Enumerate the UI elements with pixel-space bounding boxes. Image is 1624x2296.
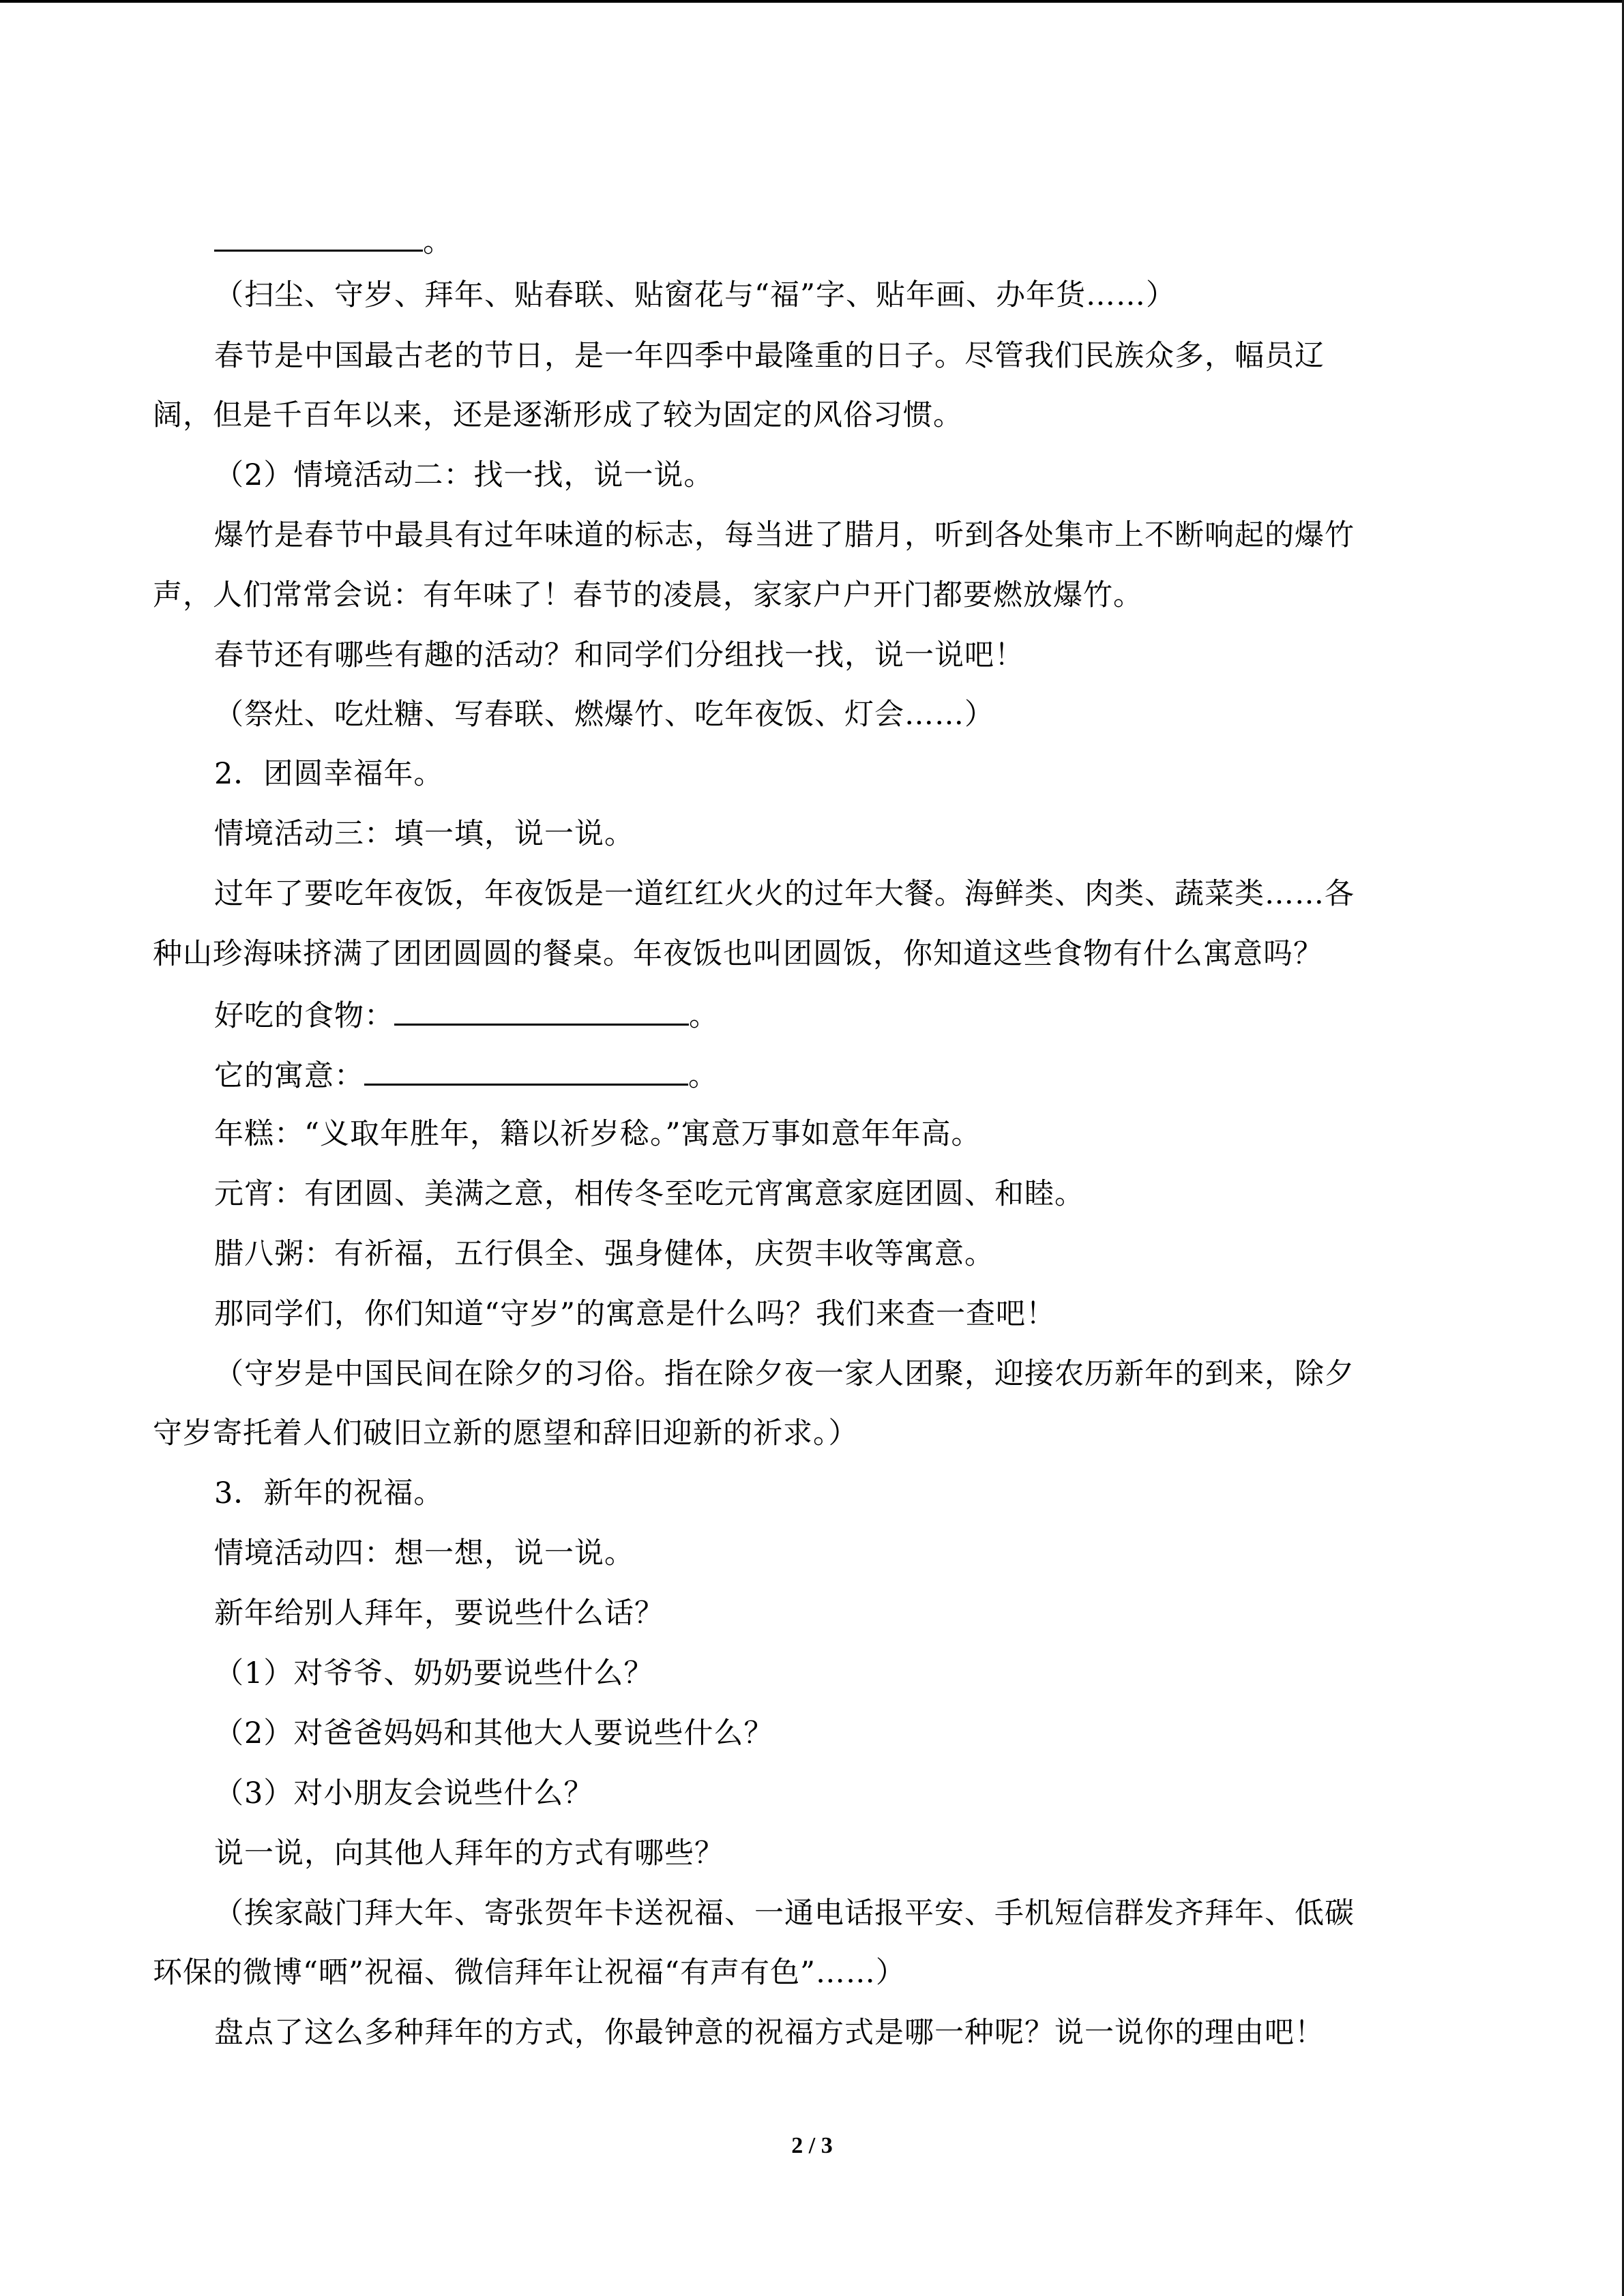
paragraph-line: 盘点了这么多种拜年的方式，你最钟意的祝福方式是哪一种呢？说一说你的理由吧！ — [214, 2016, 1325, 2050]
paragraph-line: 说一说，向其他人拜年的方式有哪些？ — [214, 1836, 724, 1870]
paragraph-line: 过年了要吃年夜饭，年夜饭是一道红红火火的过年大餐。海鲜类、肉类、蔬菜类……各 — [214, 877, 1355, 911]
page-top-border — [0, 0, 1624, 3]
section-heading: 2．团圆幸福年。 — [214, 757, 444, 791]
meaning-fill-line: 它的寓意： 。 — [214, 1054, 718, 1094]
paragraph-line: 声，人们常常会说：有年味了！春节的凌晨，家家户户开门都要燃放爆竹。 — [153, 578, 1143, 612]
food-label: 好吃的食物： — [214, 999, 394, 1033]
section-heading: 情境活动三：填一填，说一说。 — [214, 817, 634, 851]
paragraph-line: 环保的微博“晒”祝福、微信拜年让祝福“有声有色”……） — [153, 1956, 906, 1990]
paragraph-line: 春节还有哪些有趣的活动？和同学们分组找一找，说一说吧！ — [214, 638, 1024, 672]
page-number: 2 / 3 — [791, 2133, 833, 2158]
paragraph-line: 种山珍海味挤满了团团圆圆的餐桌。年夜饭也叫团圆饭，你知道这些食物有什么寓意吗？ — [153, 937, 1323, 971]
question-line: （2）对爸爸妈妈和其他大人要说些什么？ — [214, 1716, 774, 1750]
food-answer-blank[interactable] — [394, 994, 689, 1026]
paragraph-line: 腊八粥：有祈福，五行俱全、强身健体，庆贺丰收等寓意。 — [214, 1237, 994, 1271]
paragraph-line: 元宵：有团圆、美满之意，相传冬至吃元宵寓意家庭团圆、和睦。 — [214, 1177, 1084, 1211]
paragraph-line: 春节是中国最古老的节日，是一年四季中最隆重的日子。尽管我们民族众多，幅员辽 — [214, 339, 1325, 373]
top-fill-line: 。 — [214, 220, 453, 260]
paragraph-line: 守岁寄托着人们破旧立新的愿望和辞旧迎新的祈求。） — [153, 1416, 859, 1450]
paragraph-line: 年糕：“义取年胜年，籍以祈岁稔。”寓意万事如意年年高。 — [214, 1117, 981, 1151]
meaning-answer-blank[interactable] — [364, 1054, 688, 1086]
section-heading: 3．新年的祝福。 — [214, 1476, 444, 1510]
paragraph-line: （扫尘、守岁、拜年、贴春联、贴窗花与“福”字、贴年画、办年货……） — [214, 278, 1176, 312]
paragraph-line: 爆竹是春节中最具有过年味道的标志，每当进了腊月，听到各处集市上不断响起的爆竹 — [214, 518, 1355, 552]
paragraph-line: （挨家敲门拜大年、寄张贺年卡送祝福、一通电话报平安、手机短信群发齐拜年、低碳 — [214, 1896, 1355, 1930]
section-heading: （2）情境活动二：找一找，说一说。 — [214, 458, 714, 492]
paragraph-line: （祭灶、吃灶糖、写春联、燃爆竹、吃年夜饭、灯会……） — [214, 698, 994, 732]
paragraph-line: （守岁是中国民间在除夕的习俗。指在除夕夜一家人团聚，迎接农历新年的到来，除夕 — [214, 1357, 1355, 1391]
question-line: （1）对爷爷、奶奶要说些什么？ — [214, 1656, 654, 1690]
question-line: （3）对小朋友会说些什么？ — [214, 1776, 594, 1810]
paragraph-line: 阔，但是千百年以来，还是逐渐形成了较为固定的风俗习惯。 — [153, 398, 963, 432]
answer-blank[interactable] — [214, 220, 423, 252]
section-heading: 情境活动四：想一想，说一说。 — [214, 1536, 634, 1570]
food-fill-line: 好吃的食物： 。 — [214, 994, 719, 1034]
meaning-label: 它的寓意： — [214, 1059, 364, 1093]
paragraph-line: 新年给别人拜年，要说些什么话？ — [214, 1596, 664, 1630]
paragraph-line: 那同学们，你们知道“守岁”的寓意是什么吗？我们来查一查吧！ — [214, 1297, 1056, 1331]
